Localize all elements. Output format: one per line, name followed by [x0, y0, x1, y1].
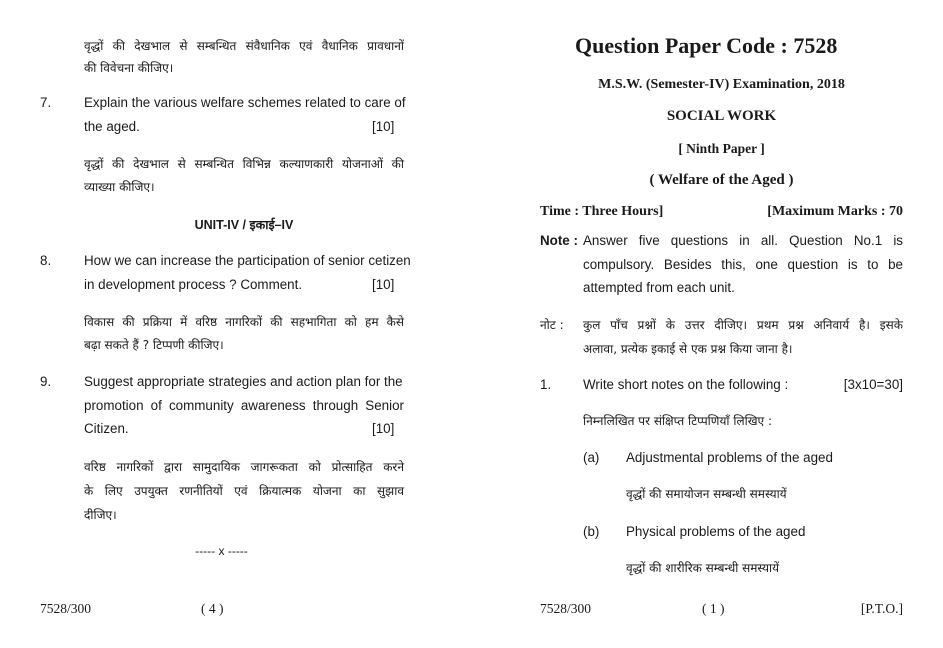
- question-text-line: Citizen.: [84, 421, 129, 436]
- maximum-marks: [Maximum Marks : 70: [767, 204, 903, 219]
- sub-item-hindi: वृद्धों की शारीरिक सम्बन्धी समस्यायें: [626, 561, 780, 575]
- question-marks: [10]: [372, 277, 395, 292]
- question-hindi-line: दीजिए।: [84, 508, 117, 522]
- hindi-note-line: अलावा, प्रत्येक इकाई से एक प्रश्न किया जाना है।: [583, 342, 793, 356]
- question-hindi-line: के लिए उपयुक्त रणनीतियों एवं क्रियात्मक योजना का सुझाव: [84, 484, 404, 498]
- paper-number: [ Ninth Paper ]: [678, 141, 765, 156]
- sub-item-text: Adjustmental problems of the aged: [626, 450, 833, 465]
- question-text-line: How we can increase the participation of senior cetizen: [84, 253, 411, 268]
- footer-page-number: ( 4 ): [201, 601, 224, 616]
- question-text-line: promotion of community awareness through Senior: [84, 398, 404, 413]
- note-line: Answer five questions in all. Question No.1 is: [583, 233, 903, 248]
- note-line: compulsory. Besides this, one question is to be: [583, 257, 903, 272]
- question-text: Write short notes on the following :: [583, 377, 789, 392]
- question-number: 9.: [40, 374, 52, 389]
- question-marks: [10]: [372, 421, 395, 436]
- hindi-note-line: कुल पाँच प्रश्नों के उत्तर दीजिए। प्रथम प्रश्न अनिवार्य है। इसके: [583, 318, 903, 332]
- footer-pto: [P.T.O.]: [860, 601, 903, 616]
- question-text-line: the aged.: [84, 119, 140, 134]
- question-hindi: निम्नलिखित पर संक्षिप्त टिप्पणियाँ लिखिए :: [583, 414, 773, 428]
- paper-subtitle: ( Welfare of the Aged ): [649, 172, 794, 188]
- unit-heading: UNIT-IV / इकाई–IV: [194, 218, 294, 232]
- footer-code: 7528/300: [40, 601, 92, 616]
- paper-code-title: Question Paper Code : 7528: [575, 33, 838, 58]
- question-hindi-line: व्याख्या कीजिए।: [84, 180, 155, 194]
- sub-item-label: (a): [583, 450, 600, 465]
- question-text-line: in development process ? Comment.: [84, 277, 303, 292]
- note-label: Note :: [540, 233, 578, 248]
- note-line: attempted from each unit.: [583, 280, 735, 295]
- question-number: 1.: [540, 377, 552, 392]
- question-hindi-line: वरिष्ठ नागरिकों द्वारा सामुदायिक जागरूकता को प्रोत्साहित करने: [84, 460, 404, 474]
- question-number: 8.: [40, 253, 52, 268]
- question-hindi-line: बढ़ा सकते हैं ? टिप्पणी कीजिए।: [84, 338, 224, 352]
- question-text-line: Suggest appropriate strategies and action plan for the: [84, 374, 403, 389]
- sub-item-label: (b): [583, 524, 600, 539]
- question-hindi-line: विकास की प्रक्रिया में वरिष्ठ नागरिकों की सहभागिता को हम कैसे: [84, 315, 404, 329]
- sub-item-text: Physical problems of the aged: [626, 524, 806, 539]
- question-hindi-line: वृद्धों की देखभाल से सम्बन्धित विभिन्न कल्याणकारी योजनाओं की: [84, 157, 404, 171]
- end-mark: ----- x -----: [195, 544, 248, 558]
- hindi-note-label: नोट :: [540, 318, 564, 332]
- sub-item-hindi: वृद्धों की समायोजन सम्बन्धी समस्यायें: [626, 487, 787, 501]
- exam-name: M.S.W. (Semester-IV) Examination, 2018: [598, 77, 845, 92]
- footer-code: 7528/300: [540, 601, 592, 616]
- question-marks: [10]: [372, 119, 395, 134]
- question-number: 7.: [40, 95, 52, 110]
- question-text-line: Explain the various welfare schemes related to care of: [84, 95, 406, 110]
- intro-hindi-line: वृद्धों की देखभाल से सम्बन्धित संवैधानिक एवं वैधानिक प्रावधानों: [84, 39, 404, 53]
- subject: SOCIAL WORK: [666, 108, 777, 124]
- intro-hindi-line: की विवेचना कीजिए।: [84, 61, 174, 75]
- question-marks: [3x10=30]: [843, 377, 903, 392]
- time-allowed: Time : Three Hours]: [540, 204, 664, 219]
- footer-page-number: ( 1 ): [702, 601, 725, 616]
